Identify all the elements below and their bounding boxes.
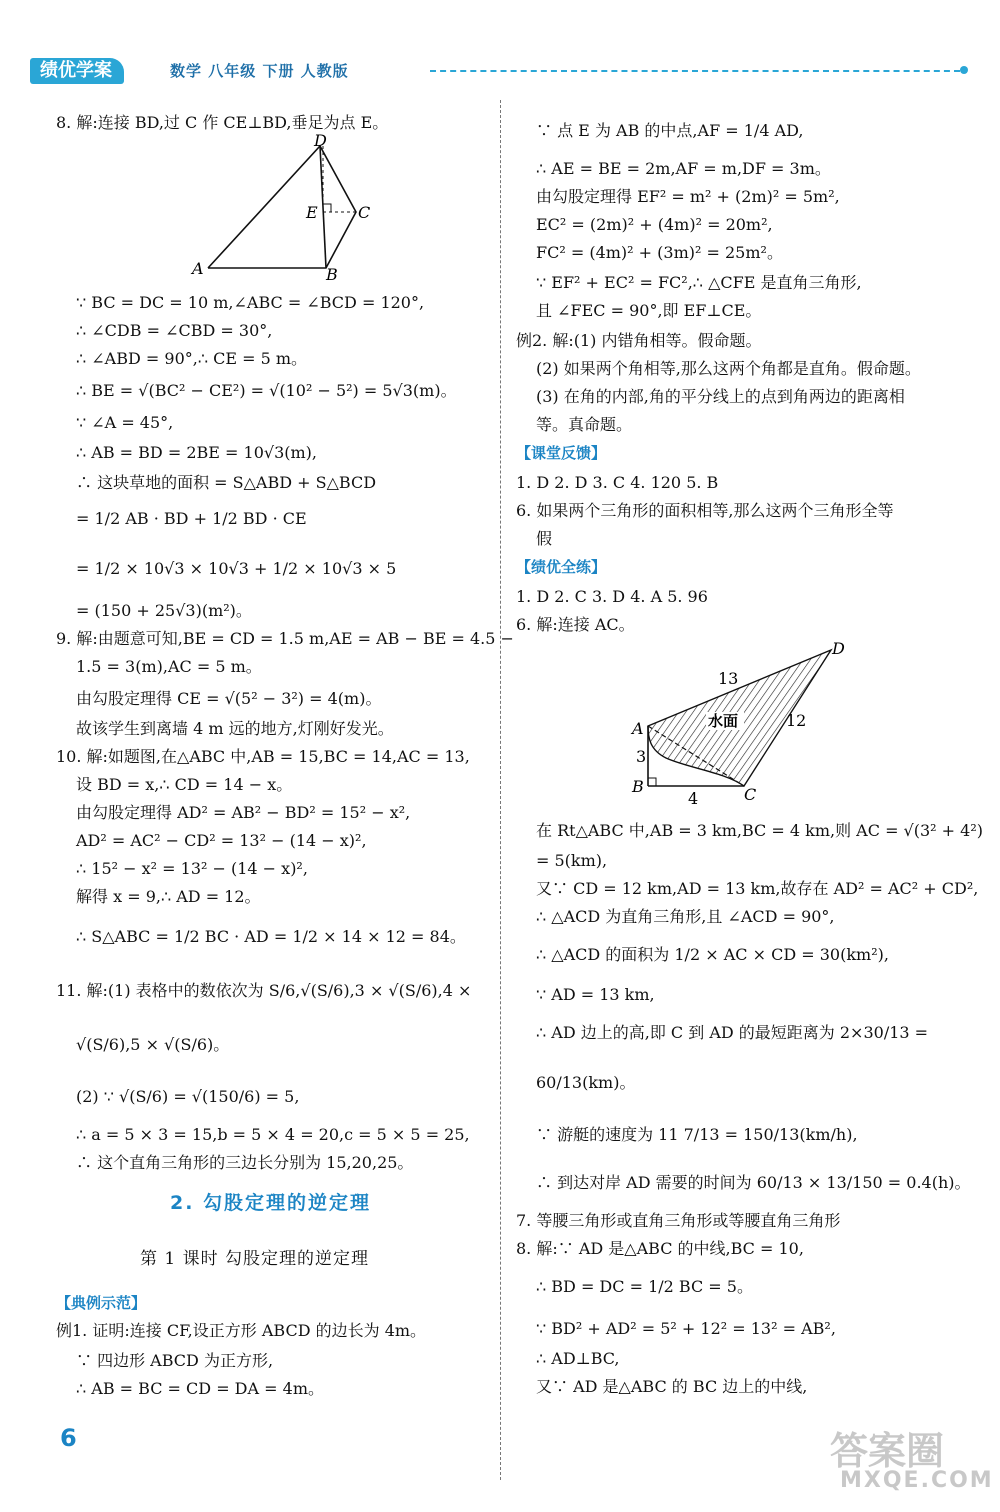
fig1-label-d: D [314, 132, 327, 150]
text-line: ∴ 这块草地的面积 = S△ABD + S△BCD [76, 473, 377, 492]
text-line: 6. 解:连接 AC。 [516, 615, 635, 634]
text-line: 【绩优全练】 [516, 558, 607, 576]
text-line: ∴ ∠ABD = 90°,∴ CE = 5 m。 [76, 349, 308, 368]
text-line: 又∵ AD 是△ABC 的 BC 边上的中线, [536, 1377, 808, 1396]
text-line: 在 Rt△ABC 中,AB = 3 km,BC = 4 km,则 AC = √(3² + 4²) [536, 821, 984, 840]
text-line: ∴ AD 边上的高,即 C 到 AD 的最短距离为 2×30/13 = [536, 1023, 929, 1042]
header-dashed-line [430, 70, 960, 72]
fig1-label-e: E [306, 203, 318, 222]
text-line: ∴ 15² − x² = 13² − (14 − x)², [76, 859, 308, 878]
text-line: 又∵ CD = 12 km,AD = 13 km,故存在 AD² = AC² + CD², [536, 879, 979, 898]
text-line: FC² = (4m)² + (3m)² = 25m²。 [536, 243, 783, 262]
text-line: ∵ AD = 13 km, [536, 985, 655, 1004]
text-line: ∴ 到达对岸 AD 需要的时间为 60/13 × 13/150 = 0.4(h)。 [536, 1173, 971, 1192]
fig2-label-3: 3 [636, 747, 647, 766]
text-line: 60/13(km)。 [536, 1073, 636, 1092]
page-header [30, 58, 970, 84]
text-line: 由勾股定理得 EF² = m² + (2m)² = 5m², [536, 187, 840, 206]
text-line: 11. 解:(1) 表格中的数依次为 S/6,√(S/6),3 × √(S/6),4 × [56, 981, 472, 1000]
text-line: 9. 解:由题意可知,BE = CD = 1.5 m,AE = AB − BE = 4.5 − [56, 629, 514, 648]
text-line: 8. 解:连接 BD,过 C 作 CE⊥BD,垂足为点 E。 [56, 113, 389, 132]
text-line: 【典例示范】 [56, 1294, 147, 1312]
text-line: ∵ 点 E 为 AB 的中点,AF = 1/4 AD, [536, 121, 804, 140]
text-line: = 5(km), [536, 851, 608, 870]
subject-label: 数学 八年级 下册 人教版 [170, 62, 349, 80]
watermark-url: MXQE.COM [840, 1468, 994, 1493]
text-line: 由勾股定理得 AD² = AB² − BD² = 15² − x², [76, 803, 411, 822]
fig2-label-d: D [832, 640, 845, 658]
text-line: ∵ BC = DC = 10 m,∠ABC = ∠BCD = 120°, [76, 293, 425, 312]
fig1-label-a: A [192, 259, 204, 278]
lesson-title: 第 1 课时 勾股定理的逆定理 [140, 1249, 370, 1269]
text-line: 6. 如果两个三角形的面积相等,那么这两个三角形全等 [516, 501, 894, 520]
text-line: 由勾股定理得 CE = √(5² − 3²) = 4(m)。 [76, 689, 382, 708]
text-line: ∴ AB = BC = CD = DA = 4m。 [76, 1379, 324, 1398]
text-line: 等。真命题。 [536, 415, 633, 434]
figure-lake [626, 640, 856, 810]
text-line: = (150 + 25√3)(m²)。 [76, 601, 252, 620]
text-line: = 1/2 × 10√3 × 10√3 + 1/2 × 10√3 × 5 [76, 559, 397, 578]
text-line: 【课堂反馈】 [516, 444, 607, 462]
text-line: = 1/2 AB · BD + 1/2 BD · CE [76, 509, 307, 528]
text-line: ∴ △ACD 为直角三角形,且 ∠ACD = 90°, [536, 907, 835, 926]
text-line: 7. 等腰三角形或直角三角形或等腰直角三角形 [516, 1211, 841, 1230]
text-line: ∴ 这个直角三角形的三边长分别为 15,20,25。 [76, 1153, 414, 1172]
text-line: 假 [536, 529, 553, 548]
fig2-label-4: 4 [688, 789, 699, 808]
fig2-label-c: C [744, 785, 757, 804]
text-line: (3) 在角的内部,角的平分线上的点到角两边的距离相 [536, 387, 905, 406]
figure-quadrilateral [180, 132, 390, 282]
text-line: ∵ EF² + EC² = FC²,∴ △CFE 是直角三角形, [536, 273, 862, 292]
column-divider [500, 100, 501, 1480]
fig1-label-b: B [326, 265, 338, 282]
fig2-label-b: B [632, 777, 644, 796]
fig2-label-12: 12 [786, 711, 807, 730]
text-line: EC² = (2m)² + (4m)² = 20m², [536, 215, 773, 234]
text-line: 例2. 解:(1) 内错角相等。假命题。 [516, 331, 762, 350]
text-line: ∴ AD⊥BC, [536, 1349, 620, 1368]
text-line: ∴ S△ABC = 1/2 BC · AD = 1/2 × 14 × 12 = 84。 [76, 927, 466, 946]
text-line: ∴ BE = √(BC² − CE²) = √(10² − 5²) = 5√3(m)。 [76, 381, 457, 400]
text-line: ∵ 四边形 ABCD 为正方形, [76, 1351, 274, 1370]
fig2-water-label: 水面 [708, 712, 739, 730]
text-line: (2) ∵ √(S/6) = √(150/6) = 5, [76, 1087, 300, 1106]
brand-label: 绩优学案 [30, 58, 124, 84]
text-line: ∵ ∠A = 45°, [76, 413, 174, 432]
text-line: ∴ ∠CDB = ∠CBD = 30°, [76, 321, 273, 340]
text-line: ∵ 游艇的速度为 11 7/13 = 150/13(km/h), [536, 1125, 858, 1144]
text-line: 10. 解:如题图,在△ABC 中,AB = 15,BC = 14,AC = 13, [56, 747, 470, 766]
text-line: √(S/6),5 × √(S/6)。 [76, 1035, 230, 1054]
text-line: ∴ BD = DC = 1/2 BC = 5。 [536, 1277, 753, 1296]
text-line: AD² = AC² − CD² = 13² − (14 − x)², [76, 831, 367, 850]
text-line: ∴ a = 5 × 3 = 15,b = 5 × 4 = 20,c = 5 × 5 = 25, [76, 1125, 470, 1144]
fig2-label-13: 13 [718, 669, 739, 688]
text-line: 例1. 证明:连接 CF,设正方形 ABCD 的边长为 4m。 [56, 1321, 427, 1340]
text-line: 故该学生到离墙 4 m 远的地方,灯刚好发光。 [76, 719, 394, 738]
text-line: 且 ∠FEC = 90°,即 EF⊥CE。 [536, 301, 762, 320]
text-line: 8. 解:∵ AD 是△ABC 的中线,BC = 10, [516, 1239, 804, 1258]
text-line: 解得 x = 9,∴ AD = 12。 [76, 887, 261, 906]
text-line: 设 BD = x,∴ CD = 14 − x。 [76, 775, 293, 794]
text-line: ∴ AB = BD = 2BE = 10√3(m), [76, 443, 317, 462]
text-line: ∴ AE = BE = 2m,AF = m,DF = 3m。 [536, 159, 831, 178]
text-line: (2) 如果两个角相等,那么这两个角都是直角。假命题。 [536, 359, 921, 378]
text-line: 1. D 2. D 3. C 4. 120 5. B [516, 473, 719, 492]
text-line: ∵ BD² + AD² = 5² + 12² = 13² = AB², [536, 1319, 836, 1338]
section-title: 2. 勾股定理的逆定理 [170, 1192, 372, 1214]
text-line: ∴ △ACD 的面积为 1/2 × AC × CD = 30(km²), [536, 945, 889, 964]
page-number: 6 [60, 1424, 77, 1452]
text-line: 1.5 = 3(m),AC = 5 m。 [76, 657, 262, 676]
fig2-label-a: A [632, 719, 644, 738]
fig1-label-c: C [358, 203, 371, 222]
header-dot [960, 66, 968, 74]
text-line: 1. D 2. C 3. D 4. A 5. 96 [516, 587, 708, 606]
watermark-logo: 答案圈 [830, 1429, 945, 1473]
